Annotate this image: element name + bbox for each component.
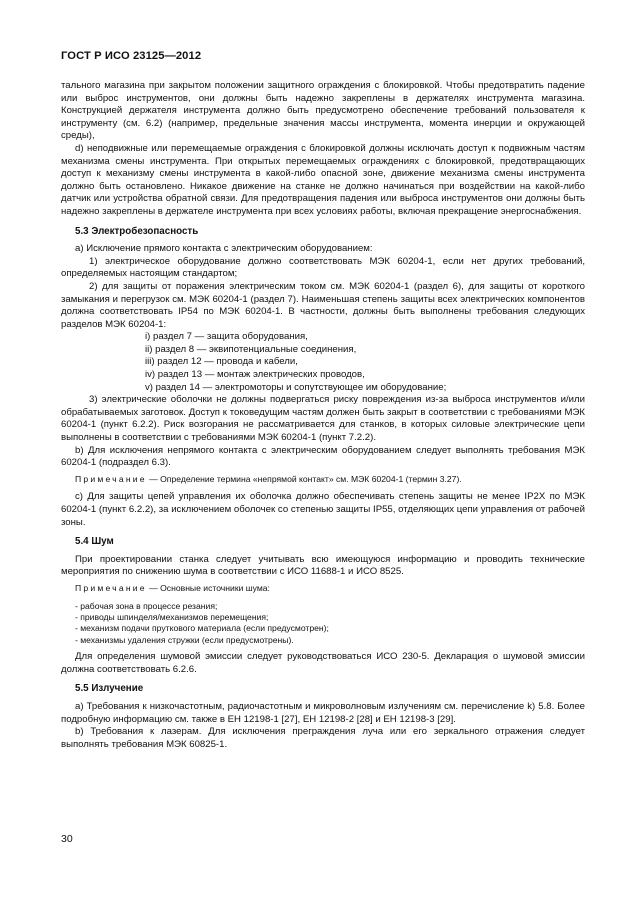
note-list-item: - механизмы удаления стружки (если предусмотрены). bbox=[75, 634, 294, 645]
list-item: i) раздел 7 — защита оборудования, bbox=[145, 331, 308, 343]
list-item: ii) раздел 8 — эквипотенциальные соединения, bbox=[145, 343, 357, 355]
paragraph-continuation: тального магазина при закрытом положении защитного ограждения с блокировкой. Чтобы предотвратить падение или выброс инструментов, они должны быть надежно закреплены в держателях инструмента магазина. Конструкцией держателя инструмента должно быть предусмотрено обеспечение требований пользователя к инструменту (см. 6.2) (например, предельные значения массы инструмента, момента инерции и окружающей среды), bbox=[61, 80, 585, 142]
list-item: iv) раздел 13 — монтаж электрических проводов, bbox=[145, 369, 365, 381]
paragraph-subitem-2: 2) для защиты от поражения электрическим током см. МЭК 60204-1 (раздел 6), для защиты от короткого замыкания и перегрузок см. МЭК 60204-1 (раздел 7). Наименьшая степень защиты всех электрических компонентов должна соответствовать IP54 по МЭК 60204-1. В частности, должны быть выполнены требования следующих разделов МЭК 60204-1: bbox=[61, 280, 585, 330]
note-list-item: - механизм подачи пруткового материала (если предусмотрен); bbox=[75, 623, 329, 634]
section-heading-5-5: 5.5 Излучение bbox=[75, 683, 144, 695]
paragraph-noise: При проектировании станка следует учитывать всю имеющуюся информацию и проводить технические мероприятия по снижению шума в соответствии с ИСО 11688-1 и ИСО 8525. bbox=[61, 553, 585, 578]
note-indirect-contact bbox=[61, 474, 585, 486]
paragraph-item-b: b) Для исключения непрямого контакта с электрическим оборудованием следует выполнять требования МЭК 60204-1 (подраздел 6.3). bbox=[61, 444, 585, 469]
page-header: ГОСТ Р ИСО 23125—2012 bbox=[61, 50, 202, 62]
paragraph-item-d: d) неподвижные или перемещаемые ограждения с блокировкой должны исключать доступ к подвижным частям механизма смены инструмента. При открытых перемещаемых ограждениях с блокировкой, предотвращающих доступ к механизму смены инструмента в какой-либо опасной зоне, движение механизма смены инструмента должно быть остановлено. Никакое движение на станке не должно начинаться при воздействии на какой-либо датчик или устройства обратной связи. Для предотвращения падения или выброса инструментов они должны быть надежно закреплены в держателе инструмента при всех условиях работы, включая прекращение энергоснабжения. bbox=[61, 142, 585, 217]
note-label: Примечание bbox=[75, 582, 147, 593]
paragraph-noise-emission: Для определения шумовой эмиссии следует руководствоваться ИСО 230-5. Декларация о шумовой эмиссии должна соответствовать 6.2.6. bbox=[61, 651, 585, 675]
section-list bbox=[61, 331, 585, 394]
page-number: 30 bbox=[61, 833, 73, 845]
list-item: iii) раздел 12 — провода и кабели, bbox=[145, 356, 298, 368]
note-label: Примечание bbox=[75, 473, 147, 484]
paragraph-subitem-1: 1) электрическое оборудование должно соответствовать МЭК 60204-1, если нет других требований, определяемых настоящим стандартом; bbox=[61, 255, 585, 280]
note-noise-sources bbox=[61, 583, 585, 595]
note-list-item: - приводы шпинделя/механизмов перемещения; bbox=[75, 611, 269, 622]
paragraph-subitem-3: 3) электрические оболочки не должны подвергаться риску повреждения из-за выброса инструментов и/или обрабатываемых заготовок. Доступ к токоведущим частям должен быть закрыт в соответствии с требованиями МЭК 60204-1 (пункт 6.2.2). Риск возгорания не рассматривается для станков, в которых силовые электрические цепи выполнены в соответствии с требованиями МЭК 60204-1 (пункт 7.2.2). bbox=[61, 394, 585, 444]
note-list-item: - рабочая зона в процессе резания; bbox=[75, 600, 218, 611]
paragraph-radiation-a: а) Требования к низкочастотным, радиочастотным и микроволновым излучениям см. перечисление k) 5.8. Более подробную информацию см. также в ЕН 12198-1 [27], ЕН 12198-2 [28] и ЕН 12198-3 [29]. bbox=[61, 700, 585, 725]
document-body bbox=[61, 80, 585, 751]
paragraph-radiation-b: b) Требования к лазерам. Для исключения преграждения луча или его зеркального отражения следует выполнять требования МЭК 60825-1. bbox=[61, 726, 585, 750]
note-list bbox=[61, 601, 585, 647]
note-text: — Определение термина «непрямой контакт» см. МЭК 60204-1 (термин 3.27). bbox=[146, 473, 462, 484]
list-item: v) раздел 14 — электромоторы и сопутствующее им оборудование; bbox=[145, 381, 447, 393]
paragraph-item-c: c) Для защиты цепей управления их оболочка должно обеспечивать степень защиты не менее IP2X по МЭК 60204-1 (пункт 6.2.2), за исключением оболочек со степенью защиты IP55, отделяющих цепи управления от рабочей зоны. bbox=[61, 491, 585, 528]
section-heading-5-3: 5.3 Электробезопасность bbox=[75, 225, 199, 237]
section-heading-5-4: 5.4 Шум bbox=[75, 536, 114, 548]
note-text: — Основные источники шума: bbox=[146, 582, 270, 593]
paragraph-item-a: а) Исключение прямого контакта с электрическим оборудованием: bbox=[75, 243, 373, 255]
